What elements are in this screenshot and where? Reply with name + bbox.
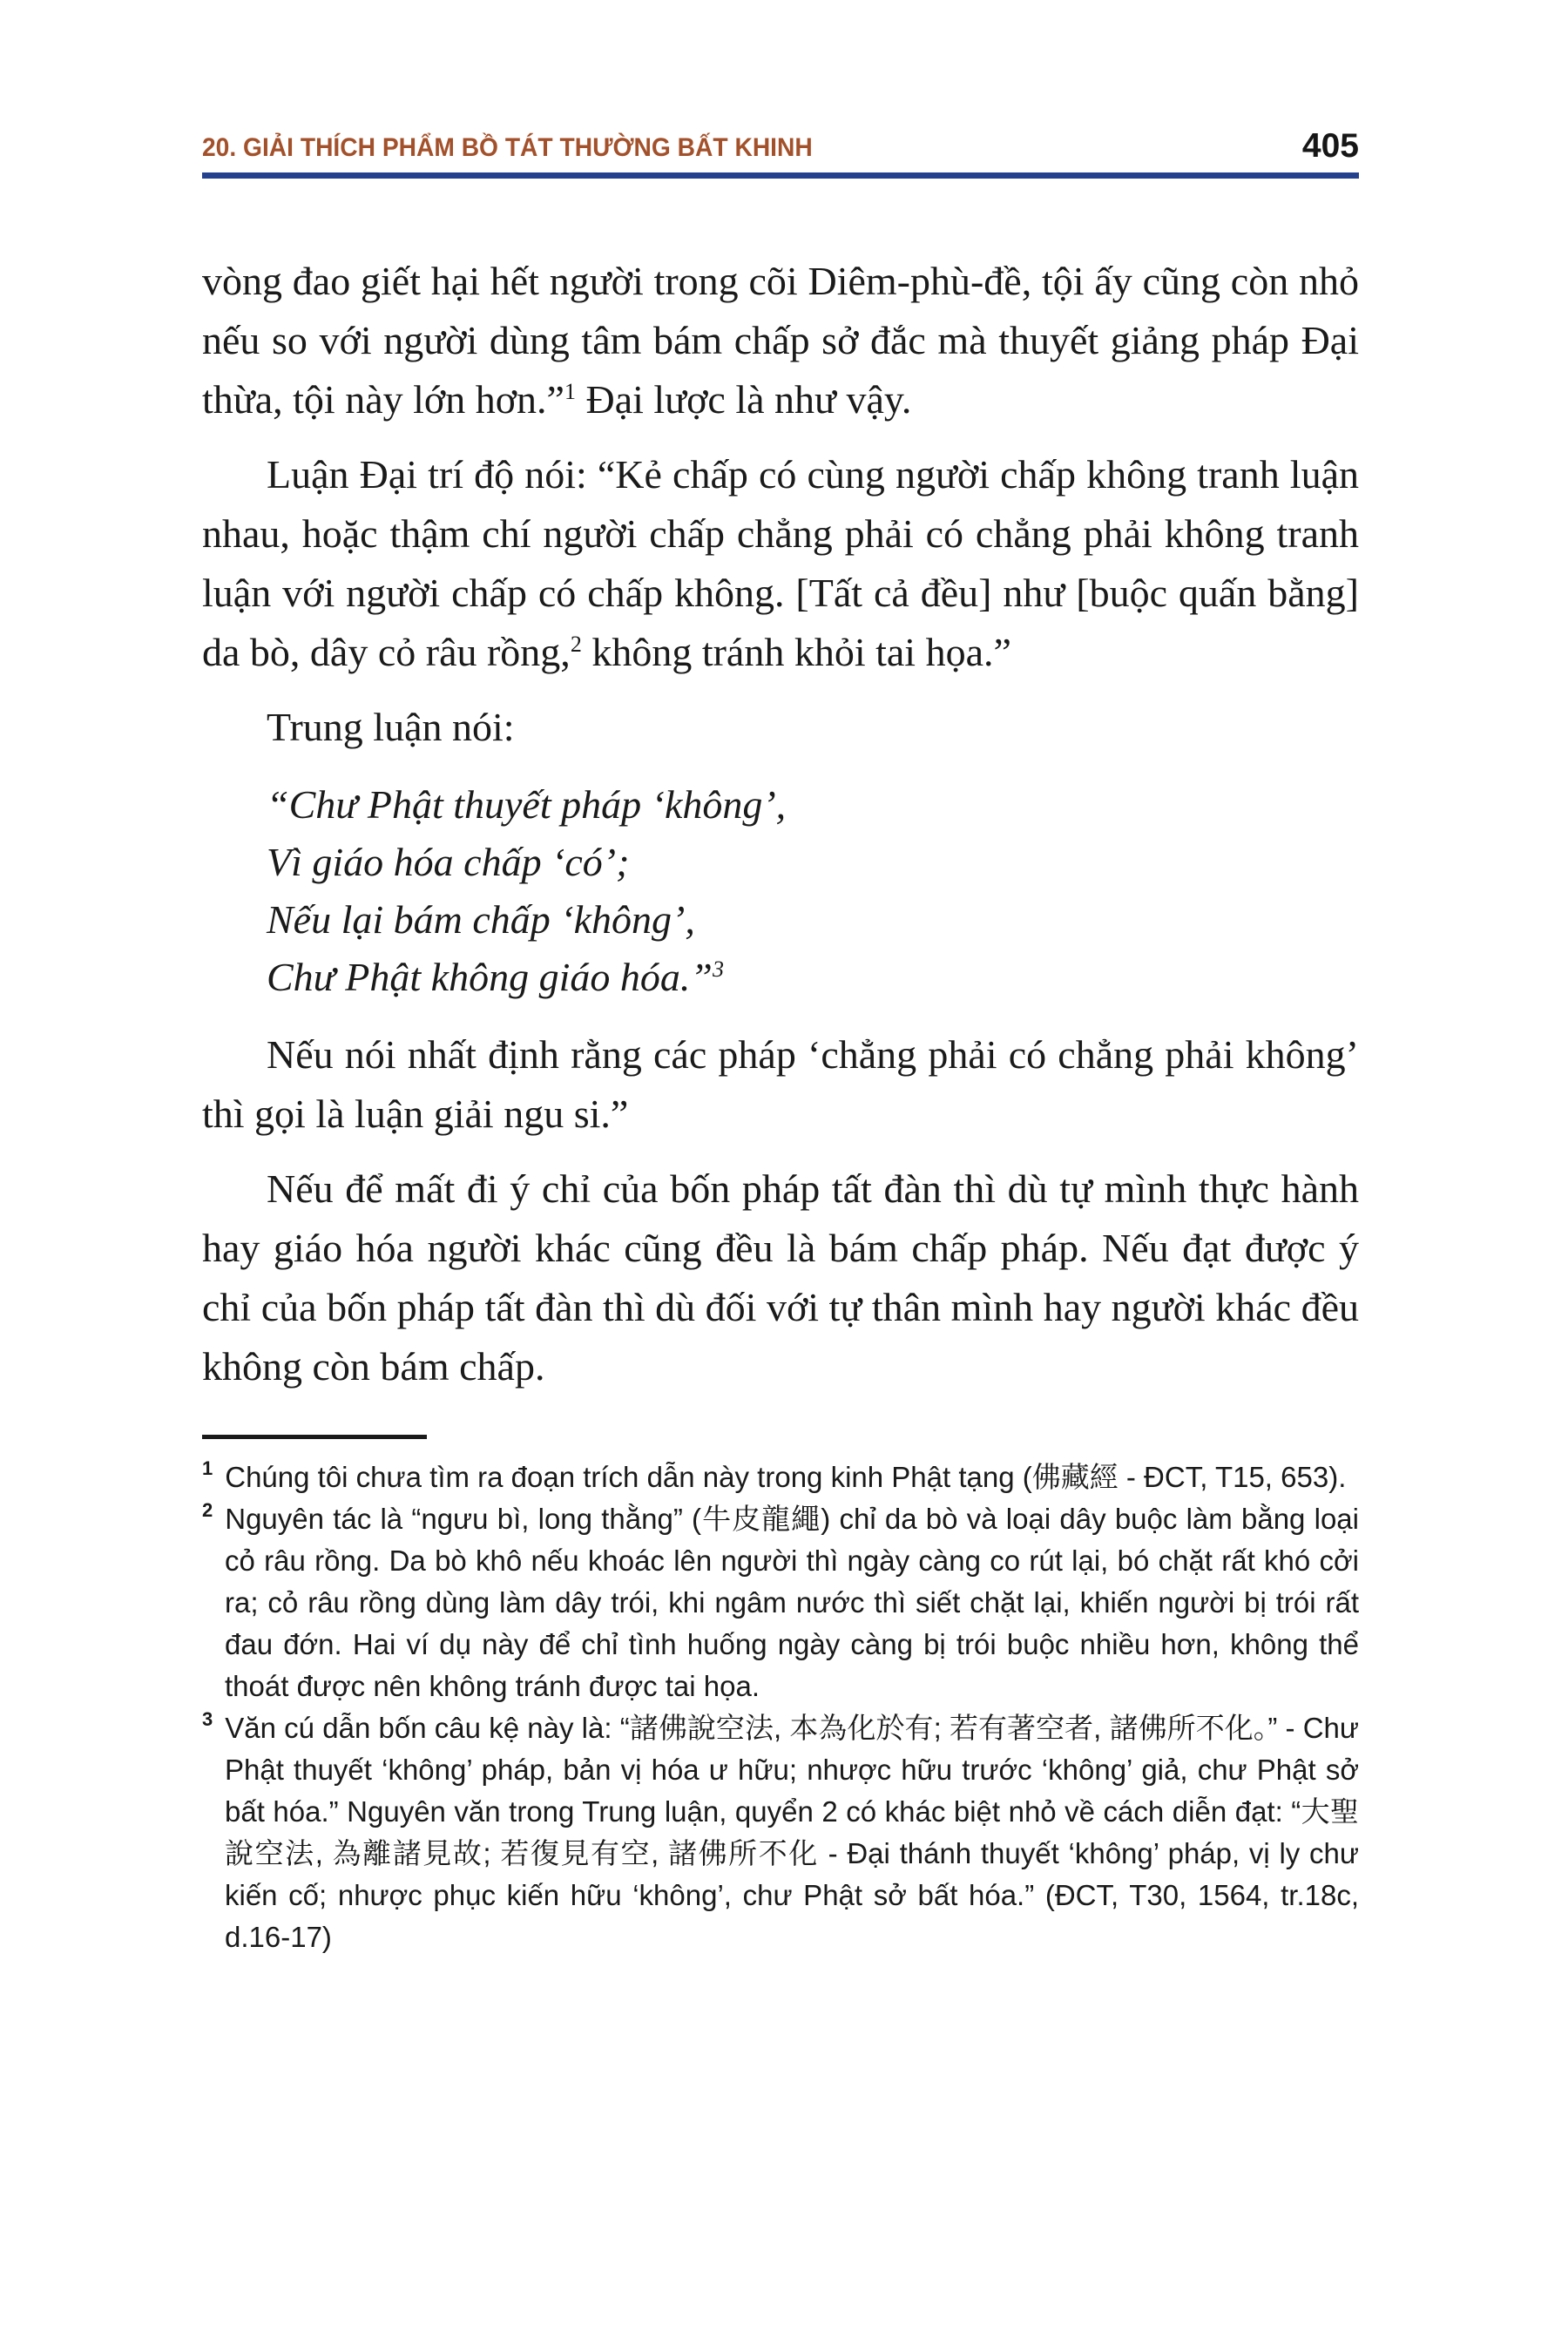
footnote-text: Nguyên tác là “ngưu bì, long thằng” (牛皮龍繩) chỉ da bò và loại dây buộc làm bằng loại cỏ râu rồng. Da bò khô nếu khoác lên người thì ngày càng co rút lại, bó chặt rất khó cởi ra; cỏ râu rồng dùng làm dây trói, khi ngâm nước thì siết chặt lại, khiến người bị trói rất đau đớn. Hai ví dụ này để chỉ tình huống ngày càng bị trói buộc nhiều hơn, không thể thoát được nên không tránh được tai họa.	[225, 1503, 1359, 1702]
paragraph-text: vòng đao giết hại hết người trong cõi Diêm-phù-đề, tội ấy cũng còn nhỏ nếu so với người dùng tâm bám chấp sở đắc mà thuyết giảng pháp Đại thừa, tội này lớn hơn.”	[202, 259, 1359, 422]
verse-line: Vì giáo hóa chấp ‘có’;	[267, 840, 630, 884]
verse-line-text: Chư Phật không giáo hóa.”	[267, 955, 713, 999]
paragraph-trung-luan-intro	[202, 698, 1359, 757]
paragraph-text: Đại lược là như vậy.	[575, 377, 912, 422]
footnote-2	[202, 1498, 1359, 1707]
paragraph-text: không tránh khỏi tai họa.”	[581, 630, 1011, 674]
footnote-text: Văn cú dẫn bốn câu kệ này là: “諸佛說空法, 本為化於有; 若有著空者, 諸佛所不化。” - Chư Phật thuyết ‘không’ pháp, bản vị hóa ư hữu; nhược hữu trước ‘không’ giả, chư Phật sở bất hóa.” Nguyên văn trong Trung luận, quyển 2 có khác biệt nhỏ về cách diễn đạt: “大聖說空法, 為離諸見故; 若復見有空, 諸佛所不化 - Đại thánh thuyết ‘không’ pháp, vị ly chư kiến cố; nhược phục kiến hữu ‘không’, chư Phật sở bất hóa.” (ĐCT, T30, 1564, tr.18c, d.16-17)	[225, 1712, 1359, 1953]
footnote-number: 2	[202, 1499, 213, 1521]
footnote-3	[202, 1707, 1359, 1958]
paragraph-quote-dai-tri-do	[202, 445, 1359, 682]
footnote-ref-1: 1	[564, 379, 576, 404]
paragraph-tat-dan	[202, 1159, 1359, 1396]
footnote-ref-3: 3	[712, 956, 724, 982]
paragraph-text: Luận Đại trí độ nói: “Kẻ chấp có cùng người chấp không tranh luận nhau, hoặc thậm chí người chấp chẳng phải có chẳng phải không tranh luận với người chấp có chấp không. [Tất cả đều] như [buộc quấn bằng] da bò, dây cỏ râu rồng,	[202, 452, 1359, 674]
running-header	[202, 129, 1359, 163]
verse-line: “Chư Phật thuyết pháp ‘không’,	[267, 782, 787, 827]
footnote-number: 1	[202, 1457, 213, 1479]
footnote-ref-2: 2	[570, 632, 582, 657]
verse-line	[267, 949, 1359, 1006]
page-number: 405	[1301, 127, 1359, 165]
footnote-number: 3	[202, 1708, 213, 1730]
paragraph-ngu-si	[202, 1025, 1359, 1144]
paragraph-continuation	[202, 252, 1359, 429]
paragraph-text: Trung luận nói:	[267, 705, 515, 749]
footnote-1	[202, 1456, 1359, 1498]
verse-quote	[267, 776, 1359, 1006]
footnote-separator	[202, 1435, 427, 1439]
verse-line: Nếu lại bám chấp ‘không’,	[267, 897, 695, 942]
chapter-title: 20. GIẢI THÍCH PHẨM BỒ TÁT THƯỜNG BẤT KHINH	[202, 133, 813, 162]
paragraph-text: Nếu để mất đi ý chỉ của bốn pháp tất đàn thì dù tự mình thực hành hay giáo hóa người khác cũng đều là bám chấp pháp. Nếu đạt được ý chỉ của bốn pháp tất đàn thì dù đối với tự thân mình hay người khác đều không còn bám chấp.	[202, 1166, 1359, 1389]
footnotes	[202, 1456, 1359, 1958]
body-text	[202, 252, 1359, 1396]
paragraph-text: Nếu nói nhất định rằng các pháp ‘chẳng phải có chẳng phải không’ thì gọi là luận giải ngu si.”	[202, 1032, 1359, 1136]
footnote-text: Chúng tôi chưa tìm ra đoạn trích dẫn này trong kinh Phật tạng (佛藏經 - ĐCT, T15, 653).	[225, 1461, 1347, 1493]
header-rule	[202, 172, 1359, 179]
